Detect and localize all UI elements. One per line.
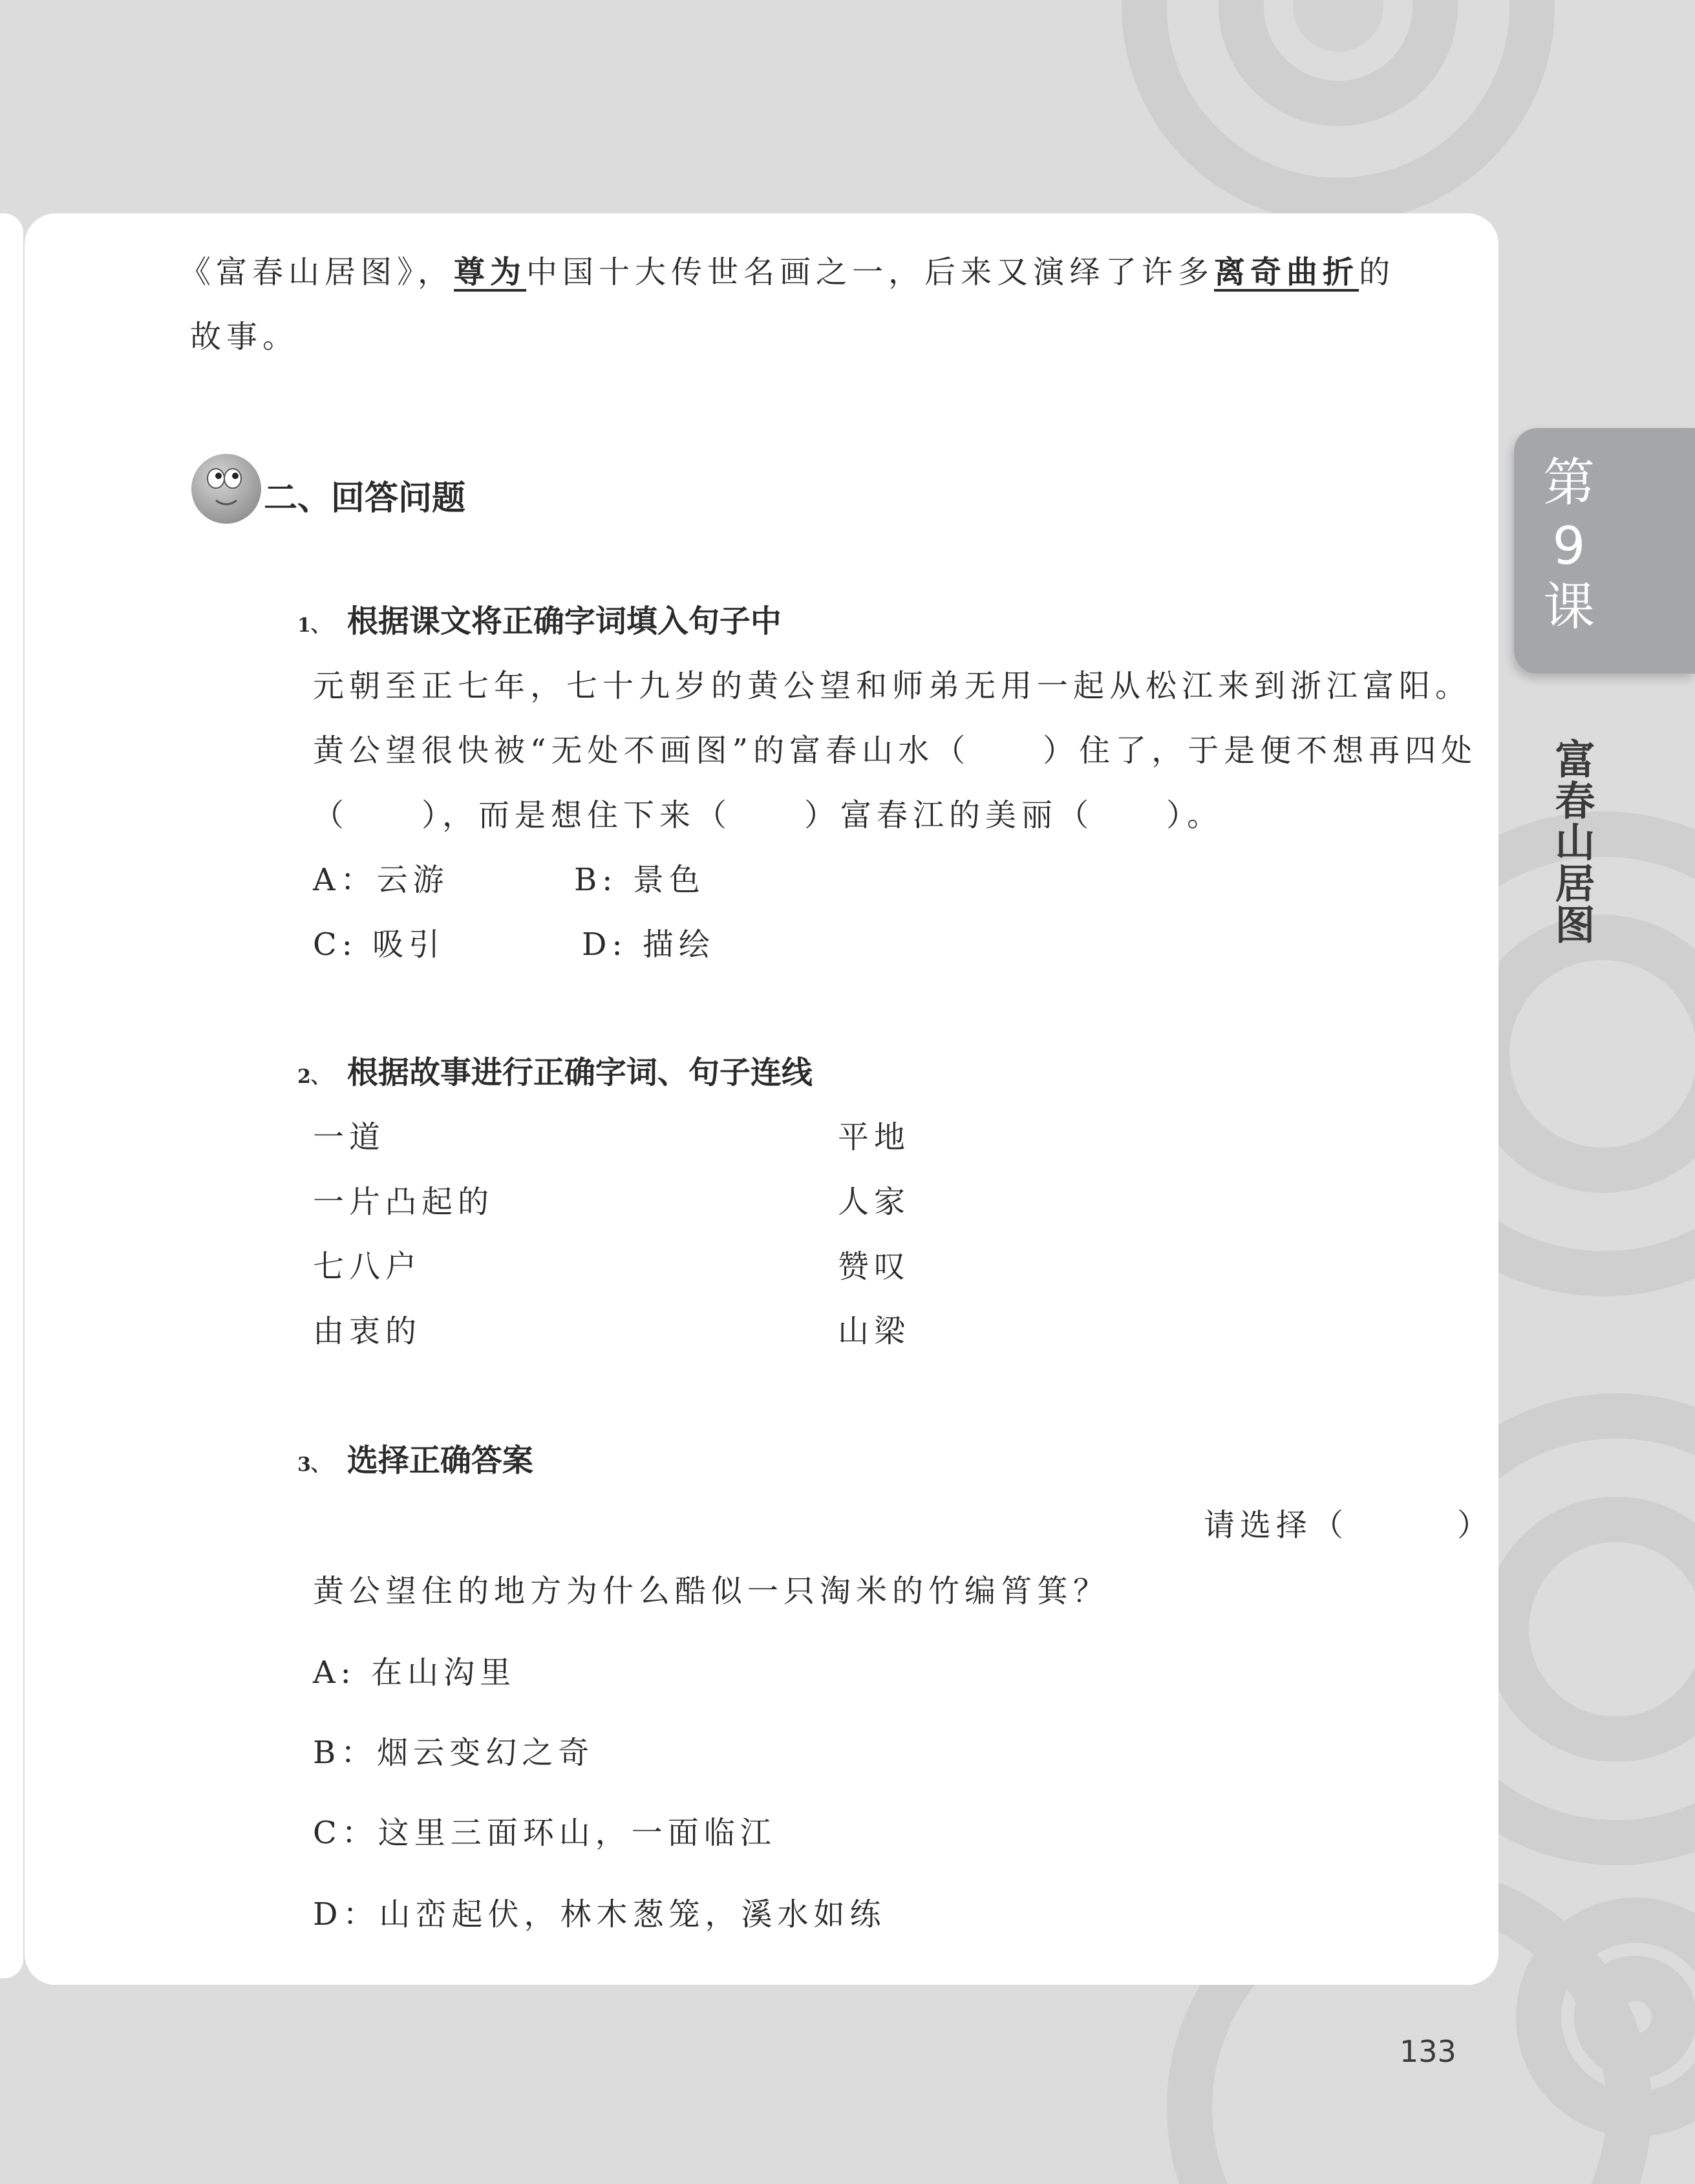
- intro-line-2: 故事。: [190, 319, 299, 355]
- page-number: 133: [1400, 2034, 1456, 2069]
- q1-line-1: 元朝至正七年，七十九岁的黄公望和师弟无用一起从松江来到浙江富阳。: [313, 668, 1472, 704]
- q3-option-a: A: 在山沟里: [313, 1654, 517, 1691]
- match-right-4: 山梁: [838, 1313, 911, 1349]
- lesson-tab-line-3: 课: [1543, 577, 1595, 637]
- q1-heading: [297, 596, 782, 641]
- q1-title: 根据课文将正确字词填入句子中: [346, 603, 782, 639]
- vocab-underlined-1: 尊为: [454, 254, 527, 290]
- match-left-1: 一道: [313, 1119, 386, 1155]
- intro-text-mid: 中国十大传世名画之一，后来又演绎了许多: [526, 254, 1215, 290]
- intro-text-pre: 《富春山居图》，: [180, 254, 454, 290]
- lesson-title-vertical: 富春山居图: [1548, 738, 1595, 945]
- q3-answer-blank: 请选择（ ）: [1204, 1507, 1494, 1543]
- vocab-underlined-2: 离奇曲折: [1214, 254, 1359, 290]
- q1-option-d: D: 描绘: [582, 926, 715, 963]
- q3-title: 选择正确答案: [346, 1442, 533, 1479]
- q1-option-b: B: 景色: [574, 862, 705, 898]
- q2-heading: [297, 1047, 813, 1092]
- left-page-edge: [0, 213, 23, 1978]
- intro-text-post: 的: [1359, 254, 1396, 290]
- q1-number: 1、: [297, 614, 330, 637]
- q3-heading: [297, 1435, 533, 1480]
- section-title: 二、回答问题: [264, 479, 466, 518]
- q3-option-d: D：山峦起伏，林木葱笼，溪水如练: [313, 1896, 886, 1932]
- match-right-1: 平地: [838, 1119, 911, 1155]
- q2-title: 根据故事进行正确字词、句子连线: [346, 1055, 813, 1091]
- match-right-2: 人家: [838, 1184, 911, 1220]
- intro-line-1: [180, 247, 1395, 292]
- smiley-face-icon: [190, 453, 262, 525]
- q3-option-c: C：这里三面环山，一面临江: [313, 1815, 776, 1851]
- q3-option-b: B：烟云变幻之奇: [313, 1735, 595, 1771]
- lesson-tab: [1514, 428, 1695, 674]
- q1-option-c: C: 吸引: [313, 926, 445, 963]
- lesson-tab-line-1: 第: [1543, 453, 1595, 513]
- q3-question: 黄公望住的地方为什么酷似一只淘米的竹编筲箕？: [313, 1573, 1110, 1609]
- match-left-4: 由衷的: [313, 1313, 422, 1349]
- q3-number: 3、: [297, 1453, 330, 1476]
- lesson-tab-line-2: 9: [1552, 516, 1586, 576]
- match-right-3: 赞叹: [838, 1248, 911, 1285]
- q1-line-3: （ ），而是想住下来（ ）富春江的美丽（ ）。: [313, 797, 1224, 833]
- q2-number: 2、: [297, 1065, 330, 1088]
- match-left-3: 七八户: [313, 1248, 422, 1285]
- match-left-2: 一片凸起的: [313, 1184, 495, 1220]
- q1-line-2: 黄公望很快被“无处不画图”的富春山水（ ）住了，于是便不想再四处: [313, 733, 1478, 769]
- q1-option-a: A：云游: [313, 862, 449, 898]
